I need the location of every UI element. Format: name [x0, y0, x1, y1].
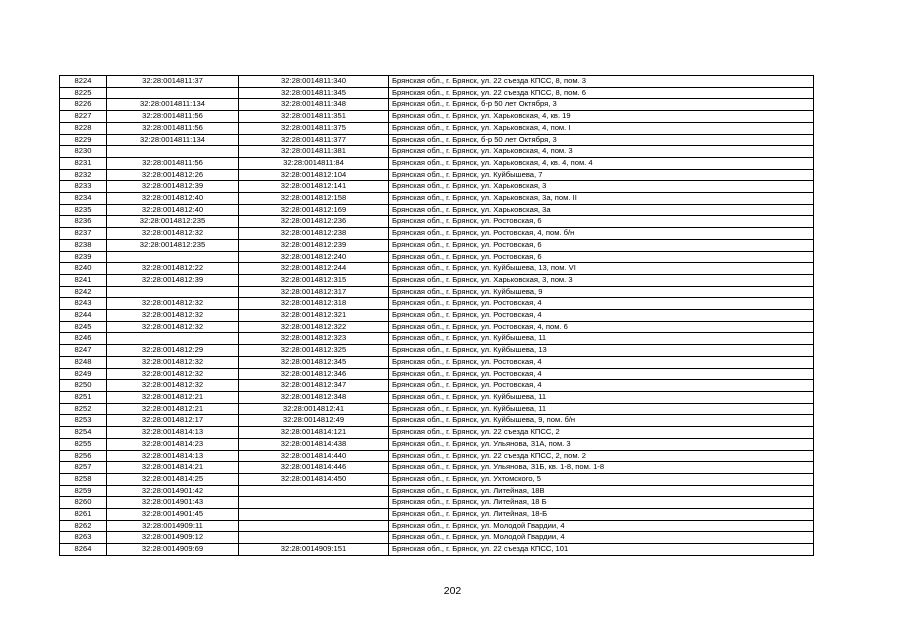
- object-number-cell: [239, 509, 389, 521]
- object-number-cell: 32:28:0014812:238: [239, 228, 389, 240]
- parcel-number-cell: 32:28:0014812:26: [107, 169, 239, 181]
- table-row: [60, 321, 814, 333]
- object-number-cell: 32:28:0014811:340: [239, 76, 389, 88]
- parcel-number-cell: [107, 286, 239, 298]
- table-row: [60, 427, 814, 439]
- parcel-number-cell: [107, 87, 239, 99]
- parcel-number-cell: 32:28:0014812:32: [107, 321, 239, 333]
- parcel-number-cell: 32:28:0014812:40: [107, 204, 239, 216]
- parcel-number-cell: 32:28:0014811:56: [107, 122, 239, 134]
- row-number-cell: 8242: [60, 286, 107, 298]
- row-number-cell: 8258: [60, 473, 107, 485]
- parcel-number-cell: 32:28:0014812:29: [107, 345, 239, 357]
- row-number-cell: 8230: [60, 146, 107, 158]
- parcel-number-cell: 32:28:0014901:43: [107, 497, 239, 509]
- object-number-cell: 32:28:0014812:325: [239, 345, 389, 357]
- address-cell: Брянская обл., г. Брянск, ул. Харьковская, 4, кв. 4, пом. 4: [389, 157, 814, 169]
- table-row: [60, 415, 814, 427]
- parcel-number-cell: 32:28:0014909:69: [107, 544, 239, 556]
- object-number-cell: 32:28:0014811:84: [239, 157, 389, 169]
- address-cell: Брянская обл., г. Брянск, ул. Ульянова, 31А, пом. 3: [389, 438, 814, 450]
- object-number-cell: 32:28:0014812:322: [239, 321, 389, 333]
- address-cell: Брянская обл., г. Брянск, ул. 22 съезда КПСС, 101: [389, 544, 814, 556]
- parcel-number-cell: 32:28:0014909:12: [107, 532, 239, 544]
- address-cell: Брянская обл., г. Брянск, ул. Куйбышева, 11: [389, 391, 814, 403]
- row-number-cell: 8261: [60, 509, 107, 521]
- parcel-number-cell: 32:28:0014812:21: [107, 403, 239, 415]
- parcel-number-cell: 32:28:0014814:23: [107, 438, 239, 450]
- row-number-cell: 8248: [60, 356, 107, 368]
- object-number-cell: 32:28:0014909:151: [239, 544, 389, 556]
- table-row: [60, 193, 814, 205]
- address-cell: Брянская обл., г. Брянск, ул. Харьковская, 4, пом. I: [389, 122, 814, 134]
- parcel-number-cell: 32:28:0014811:134: [107, 134, 239, 146]
- object-number-cell: [239, 520, 389, 532]
- parcel-number-cell: [107, 333, 239, 345]
- row-number-cell: 8240: [60, 263, 107, 275]
- object-number-cell: 32:28:0014812:169: [239, 204, 389, 216]
- row-number-cell: 8227: [60, 111, 107, 123]
- address-cell: Брянская обл., г. Брянск, ул. Харьковская, 4, кв. 19: [389, 111, 814, 123]
- parcel-number-cell: [107, 251, 239, 263]
- address-cell: Брянская обл., г. Брянск, ул. Куйбышева, 13, пом. VI: [389, 263, 814, 275]
- address-cell: Брянская обл., г. Брянск, ул. Молодой Гвардии, 4: [389, 520, 814, 532]
- address-cell: Брянская обл., г. Брянск, ул. Молодой Гвардии, 4: [389, 532, 814, 544]
- row-number-cell: 8256: [60, 450, 107, 462]
- parcel-number-cell: 32:28:0014812:32: [107, 228, 239, 240]
- row-number-cell: 8249: [60, 368, 107, 380]
- address-cell: Брянская обл., г. Брянск, ул. Литейная, 18 Б: [389, 497, 814, 509]
- object-number-cell: 32:28:0014811:377: [239, 134, 389, 146]
- parcel-number-cell: 32:28:0014811:37: [107, 76, 239, 88]
- table-row: [60, 345, 814, 357]
- object-number-cell: 32:28:0014811:375: [239, 122, 389, 134]
- table-row: [60, 76, 814, 88]
- table-row: [60, 450, 814, 462]
- row-number-cell: 8234: [60, 193, 107, 205]
- parcel-number-cell: 32:28:0014812:32: [107, 368, 239, 380]
- row-number-cell: 8263: [60, 532, 107, 544]
- object-number-cell: 32:28:0014812:244: [239, 263, 389, 275]
- row-number-cell: 8225: [60, 87, 107, 99]
- address-cell: Брянская обл., г. Брянск, ул. Ухтомского, 5: [389, 473, 814, 485]
- row-number-cell: 8244: [60, 310, 107, 322]
- table-row: [60, 473, 814, 485]
- document-sheet: [59, 75, 813, 556]
- cadastral-table: [59, 75, 814, 556]
- table-row: [60, 298, 814, 310]
- address-cell: Брянская обл., г. Брянск, ул. Ростовская, 4: [389, 356, 814, 368]
- parcel-number-cell: 32:28:0014812:32: [107, 310, 239, 322]
- address-cell: Брянская обл., г. Брянск, ул. Ульянова, 31Б, кв. 1-8, пом. 1-8: [389, 462, 814, 474]
- row-number-cell: 8226: [60, 99, 107, 111]
- object-number-cell: [239, 532, 389, 544]
- object-number-cell: 32:28:0014812:236: [239, 216, 389, 228]
- object-number-cell: 32:28:0014812:240: [239, 251, 389, 263]
- parcel-number-cell: 32:28:0014909:11: [107, 520, 239, 532]
- row-number-cell: 8237: [60, 228, 107, 240]
- address-cell: Брянская обл., г. Брянск, ул. Ростовская, 4, пом. 6: [389, 321, 814, 333]
- row-number-cell: 8235: [60, 204, 107, 216]
- table-row: [60, 509, 814, 521]
- parcel-number-cell: 32:28:0014812:22: [107, 263, 239, 275]
- row-number-cell: 8236: [60, 216, 107, 228]
- row-number-cell: 8239: [60, 251, 107, 263]
- table-row: [60, 438, 814, 450]
- object-number-cell: 32:28:0014811:381: [239, 146, 389, 158]
- address-cell: Брянская обл., г. Брянск, ул. Харьковская, 3а, пом. II: [389, 193, 814, 205]
- row-number-cell: 8247: [60, 345, 107, 357]
- object-number-cell: 32:28:0014814:450: [239, 473, 389, 485]
- object-number-cell: 32:28:0014812:239: [239, 239, 389, 251]
- table-row: [60, 485, 814, 497]
- table-row: [60, 333, 814, 345]
- row-number-cell: 8238: [60, 239, 107, 251]
- parcel-number-cell: 32:28:0014812:32: [107, 380, 239, 392]
- object-number-cell: 32:28:0014812:141: [239, 181, 389, 193]
- address-cell: Брянская обл., г. Брянск, ул. 22 съезда КПСС, 2, пом. 2: [389, 450, 814, 462]
- address-cell: Брянская обл., г. Брянск, б-р 50 лет Октября, 3: [389, 134, 814, 146]
- row-number-cell: 8245: [60, 321, 107, 333]
- row-number-cell: 8260: [60, 497, 107, 509]
- row-number-cell: 8259: [60, 485, 107, 497]
- table-row: [60, 146, 814, 158]
- address-cell: Брянская обл., г. Брянск, ул. Ростовская, 4: [389, 310, 814, 322]
- address-cell: Брянская обл., г. Брянск, ул. Куйбышева, 9: [389, 286, 814, 298]
- object-number-cell: 32:28:0014812:323: [239, 333, 389, 345]
- object-number-cell: 32:28:0014812:315: [239, 274, 389, 286]
- parcel-number-cell: 32:28:0014812:40: [107, 193, 239, 205]
- table-row: [60, 157, 814, 169]
- row-number-cell: 8231: [60, 157, 107, 169]
- row-number-cell: 8243: [60, 298, 107, 310]
- row-number-cell: 8252: [60, 403, 107, 415]
- row-number-cell: 8255: [60, 438, 107, 450]
- object-number-cell: 32:28:0014812:346: [239, 368, 389, 380]
- object-number-cell: [239, 485, 389, 497]
- address-cell: Брянская обл., г. Брянск, ул. Харьковская, 3, пом. 3: [389, 274, 814, 286]
- row-number-cell: 8228: [60, 122, 107, 134]
- row-number-cell: 8229: [60, 134, 107, 146]
- table-row: [60, 122, 814, 134]
- object-number-cell: 32:28:0014812:41: [239, 403, 389, 415]
- parcel-number-cell: 32:28:0014814:25: [107, 473, 239, 485]
- address-cell: Брянская обл., г. Брянск, ул. Харьковская, 3а: [389, 204, 814, 216]
- table-row: [60, 204, 814, 216]
- table-row: [60, 111, 814, 123]
- address-cell: Брянская обл., г. Брянск, ул. 22 съезда КПСС, 8, пом. 3: [389, 76, 814, 88]
- row-number-cell: 8253: [60, 415, 107, 427]
- row-number-cell: 8232: [60, 169, 107, 181]
- address-cell: Брянская обл., г. Брянск, ул. Литейная, 18-Б: [389, 509, 814, 521]
- parcel-number-cell: 32:28:0014814:21: [107, 462, 239, 474]
- table-row: [60, 99, 814, 111]
- address-cell: Брянская обл., г. Брянск, ул. Ростовская, 4, пом. б/н: [389, 228, 814, 240]
- object-number-cell: 32:28:0014814:438: [239, 438, 389, 450]
- parcel-number-cell: 32:28:0014814:13: [107, 427, 239, 439]
- table-row: [60, 274, 814, 286]
- table-row: [60, 532, 814, 544]
- parcel-number-cell: 32:28:0014811:134: [107, 99, 239, 111]
- object-number-cell: 32:28:0014814:440: [239, 450, 389, 462]
- address-cell: Брянская обл., г. Брянск, ул. Куйбышева, 11: [389, 403, 814, 415]
- parcel-number-cell: 32:28:0014812:235: [107, 216, 239, 228]
- table-row: [60, 403, 814, 415]
- table-row: [60, 239, 814, 251]
- address-cell: Брянская обл., г. Брянск, ул. Ростовская, 6: [389, 216, 814, 228]
- table-row: [60, 544, 814, 556]
- object-number-cell: 32:28:0014812:347: [239, 380, 389, 392]
- address-cell: Брянская обл., г. Брянск, ул. 22 съезда КПСС, 8, пом. 6: [389, 87, 814, 99]
- object-number-cell: 32:28:0014812:158: [239, 193, 389, 205]
- row-number-cell: 8262: [60, 520, 107, 532]
- parcel-number-cell: 32:28:0014812:32: [107, 356, 239, 368]
- parcel-number-cell: 32:28:0014812:21: [107, 391, 239, 403]
- object-number-cell: 32:28:0014812:317: [239, 286, 389, 298]
- object-number-cell: 32:28:0014812:348: [239, 391, 389, 403]
- row-number-cell: 8233: [60, 181, 107, 193]
- table-row: [60, 497, 814, 509]
- table-row: [60, 216, 814, 228]
- object-number-cell: 32:28:0014814:446: [239, 462, 389, 474]
- parcel-number-cell: 32:28:0014812:39: [107, 181, 239, 193]
- parcel-number-cell: 32:28:0014812:17: [107, 415, 239, 427]
- row-number-cell: 8241: [60, 274, 107, 286]
- address-cell: Брянская обл., г. Брянск, ул. Куйбышева, 11: [389, 333, 814, 345]
- address-cell: Брянская обл., г. Брянск, ул. Ростовская, 4: [389, 298, 814, 310]
- table-row: [60, 263, 814, 275]
- table-row: [60, 520, 814, 532]
- address-cell: Брянская обл., г. Брянск, ул. 22 съезда КПСС, 2: [389, 427, 814, 439]
- address-cell: Брянская обл., г. Брянск, ул. Литейная, 18В: [389, 485, 814, 497]
- table-row: [60, 87, 814, 99]
- parcel-number-cell: 32:28:0014811:56: [107, 111, 239, 123]
- address-cell: Брянская обл., г. Брянск, ул. Куйбышева, 7: [389, 169, 814, 181]
- table-row: [60, 368, 814, 380]
- table-row: [60, 181, 814, 193]
- parcel-number-cell: 32:28:0014812:39: [107, 274, 239, 286]
- address-cell: Брянская обл., г. Брянск, ул. Ростовская, 6: [389, 239, 814, 251]
- table-row: [60, 310, 814, 322]
- table-row: [60, 391, 814, 403]
- object-number-cell: 32:28:0014811:348: [239, 99, 389, 111]
- parcel-number-cell: 32:28:0014901:45: [107, 509, 239, 521]
- table-row: [60, 356, 814, 368]
- object-number-cell: 32:28:0014811:351: [239, 111, 389, 123]
- table-row: [60, 462, 814, 474]
- object-number-cell: 32:28:0014812:49: [239, 415, 389, 427]
- row-number-cell: 8251: [60, 391, 107, 403]
- address-cell: Брянская обл., г. Брянск, б-р 50 лет Октября, 3: [389, 99, 814, 111]
- address-cell: Брянская обл., г. Брянск, ул. Ростовская, 4: [389, 368, 814, 380]
- address-cell: Брянская обл., г. Брянск, ул. Куйбышева, 13: [389, 345, 814, 357]
- address-cell: Брянская обл., г. Брянск, ул. Харьковская, 4, пом. 3: [389, 146, 814, 158]
- parcel-number-cell: 32:28:0014812:32: [107, 298, 239, 310]
- table-body: [60, 76, 814, 556]
- page-number: 202: [443, 585, 462, 597]
- parcel-number-cell: 32:28:0014901:42: [107, 485, 239, 497]
- parcel-number-cell: 32:28:0014812:235: [107, 239, 239, 251]
- object-number-cell: 32:28:0014812:345: [239, 356, 389, 368]
- row-number-cell: 8246: [60, 333, 107, 345]
- table-row: [60, 251, 814, 263]
- row-number-cell: 8254: [60, 427, 107, 439]
- row-number-cell: 8250: [60, 380, 107, 392]
- table-row: [60, 228, 814, 240]
- address-cell: Брянская обл., г. Брянск, ул. Ростовская, 6: [389, 251, 814, 263]
- table-row: [60, 286, 814, 298]
- parcel-number-cell: [107, 146, 239, 158]
- parcel-number-cell: 32:28:0014811:56: [107, 157, 239, 169]
- address-cell: Брянская обл., г. Брянск, ул. Куйбышева, 9, пом. б/н: [389, 415, 814, 427]
- address-cell: Брянская обл., г. Брянск, ул. Ростовская, 4: [389, 380, 814, 392]
- row-number-cell: 8224: [60, 76, 107, 88]
- object-number-cell: 32:28:0014812:104: [239, 169, 389, 181]
- parcel-number-cell: 32:28:0014814:13: [107, 450, 239, 462]
- table-row: [60, 380, 814, 392]
- row-number-cell: 8257: [60, 462, 107, 474]
- table-row: [60, 134, 814, 146]
- object-number-cell: 32:28:0014812:321: [239, 310, 389, 322]
- row-number-cell: 8264: [60, 544, 107, 556]
- address-cell: Брянская обл., г. Брянск, ул. Харьковская, 3: [389, 181, 814, 193]
- object-number-cell: [239, 497, 389, 509]
- object-number-cell: 32:28:0014812:318: [239, 298, 389, 310]
- object-number-cell: 32:28:0014814:121: [239, 427, 389, 439]
- object-number-cell: 32:28:0014811:345: [239, 87, 389, 99]
- table-row: [60, 169, 814, 181]
